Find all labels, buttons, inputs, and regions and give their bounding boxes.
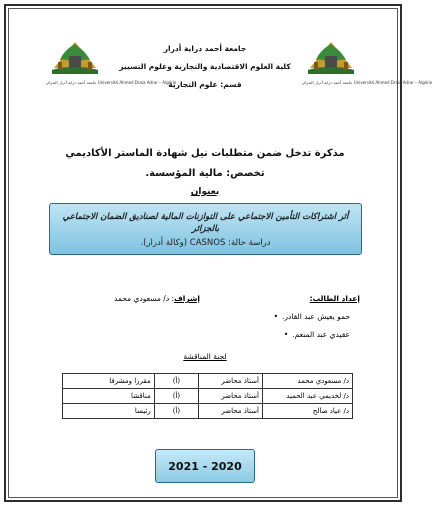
member-grade: (أ)	[154, 389, 198, 404]
thesis-title-box	[49, 203, 362, 255]
table-row	[63, 374, 353, 389]
logo-caption-left: جامعة أحمد دراية أدرار الجزائر Université Ahmed Draia Adrar – Algérie	[46, 80, 177, 85]
committee-label: لجنة المناقشة	[183, 352, 227, 361]
students-label: إعداد الطالب:	[309, 294, 360, 303]
university-emblem-icon	[46, 38, 104, 78]
thesis-title: أثر اشتراكات التأمين الاجتماعي على التوازنات المالية لصناديق الضمان الاجتماعي بالجزائر	[62, 212, 349, 234]
member-name: د/ مسعودي محمد	[262, 374, 352, 389]
member-rank: أستاذ محاضر	[199, 389, 263, 404]
university-name: جامعة أحمد دراية أدرار	[163, 44, 247, 53]
memo-type: مذكرة تدخل ضمن متطلبات نيل شهادة الماستر الأكاديمي	[65, 148, 345, 159]
department-name: قسم: علوم التجارية	[168, 80, 242, 89]
university-logo-right	[302, 38, 432, 90]
table-row	[63, 404, 353, 419]
member-rank: أستاذ محاضر	[199, 404, 263, 419]
committee-table	[62, 373, 353, 419]
university-logo-left	[46, 38, 177, 90]
logo-caption-right: جامعة أحمد دراية أدرار الجزائر Université Ahmed Draia Adrar – Algérie	[302, 80, 432, 85]
member-grade: (أ)	[154, 404, 198, 419]
supervisor-label: إشراف	[174, 294, 200, 303]
memo-specialty: تخصص: مالية المؤسسة.	[145, 168, 265, 179]
title-label: بعنوان	[190, 187, 220, 197]
member-name: د/ عياد صالح	[262, 404, 352, 419]
member-name: د/ لخديمي عبد الحميد	[262, 389, 352, 404]
member-role: رئيسا	[63, 404, 155, 419]
supervisor-line	[60, 294, 200, 303]
supervisor-name: : د/ مسعودي محمد	[114, 294, 175, 303]
member-role: مقررا ومشرفا	[63, 374, 155, 389]
member-grade: (أ)	[154, 374, 198, 389]
student-name: عقيدي عبد المنعم. •	[190, 330, 350, 339]
case-study: دراسة حالة: CASNOS (وكالة أدرار).	[140, 238, 271, 248]
university-emblem-icon	[302, 38, 360, 78]
student-name: حمو يعيش عبد القادر. •	[190, 312, 350, 321]
table-row	[63, 389, 353, 404]
faculty-name: كلية العلوم الاقتصادية والتجارية وعلوم التسيير	[119, 62, 291, 71]
member-role: مناقشا	[63, 389, 155, 404]
academic-year: 2021 - 2020	[155, 449, 255, 483]
member-rank: أستاذ محاضر	[199, 374, 263, 389]
